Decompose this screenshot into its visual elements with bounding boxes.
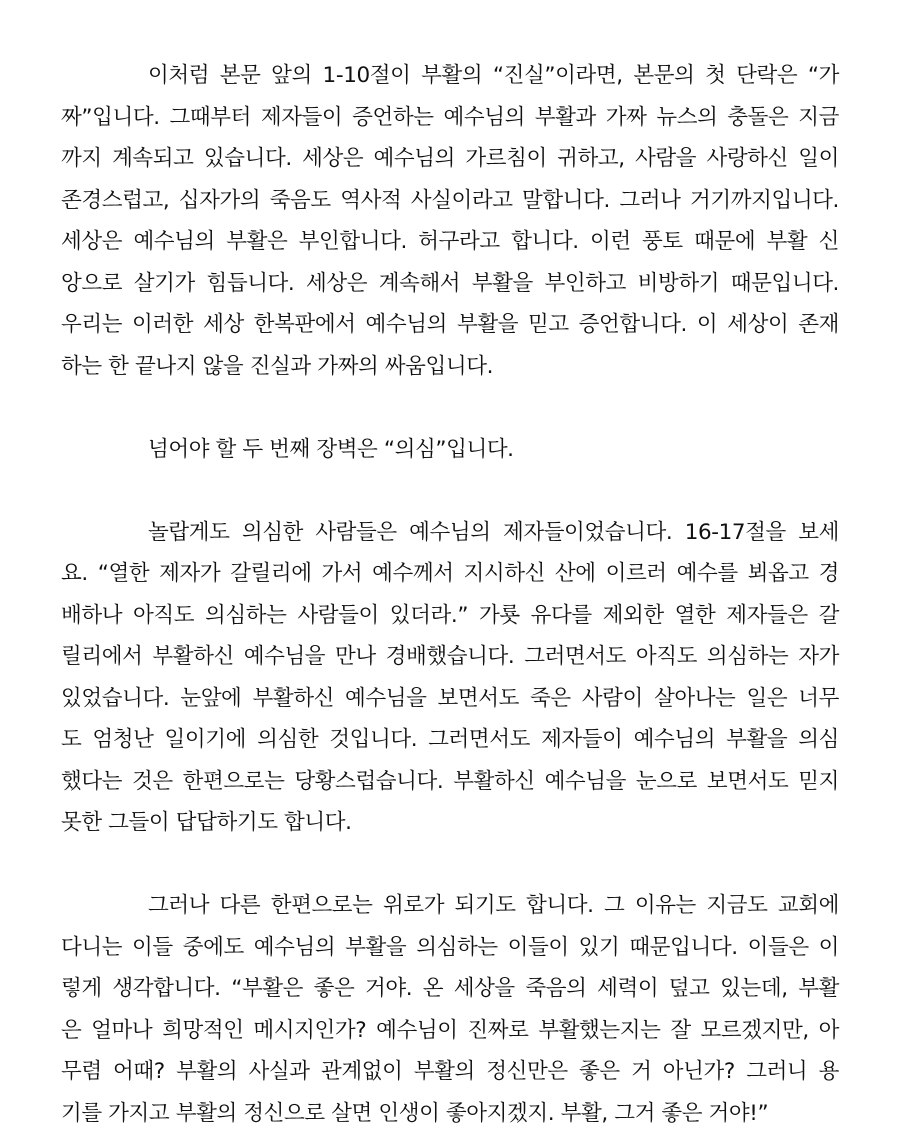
text-line: 렇게 생각합니다. “부활은 좋은 거야. 온 세상을 죽음의 세력이 덮고 있는데, 부활 (61, 968, 839, 1010)
text-line: 요. “열한 제자가 갈릴리에 가서 예수께서 지시하신 산에 이르러 예수를 뵈옵고 경 (61, 553, 839, 595)
text-line: 존경스럽고, 십자가의 죽음도 역사적 사실이라고 말합니다. 그러나 거기까지입니다. (61, 180, 839, 222)
text-line: 했다는 것은 한편으로는 당황스럽습니다. 부활하신 예수님을 눈으로 보면서도 믿지 (61, 761, 839, 803)
text-line: 다니는 이들 중에도 예수님의 부활을 의심하는 이들이 있기 때문입니다. 이들은 이 (61, 927, 839, 969)
text-line: 넘어야 할 두 번째 장벽은 “의심”입니다. (61, 429, 839, 471)
paragraph-gap (61, 470, 839, 512)
paragraph-1 (61, 55, 839, 387)
paragraph-4 (61, 885, 839, 1134)
paragraph-2 (61, 429, 839, 471)
text-line: 있었습니다. 눈앞에 부활하신 예수님을 보면서도 죽은 사람이 살아나는 일은 너무 (61, 678, 839, 720)
text-line: 이처럼 본문 앞의 1-10절이 부활의 “진실”이라면, 본문의 첫 단락은 “가 (61, 55, 839, 97)
text-line: 은 얼마나 희망적인 메시지인가? 예수님이 진짜로 부활했는지는 잘 모르겠지만, 아 (61, 1010, 839, 1052)
document-page (61, 55, 839, 1134)
paragraph-gap (61, 387, 839, 429)
text-line: 짜”입니다. 그때부터 제자들이 증언하는 예수님의 부활과 가짜 뉴스의 충돌은 지금 (61, 97, 839, 139)
text-line: 기를 가지고 부활의 정신으로 살면 인생이 좋아지겠지. 부활, 그거 좋은 거야!” (61, 1093, 839, 1134)
text-line: 배하나 아직도 의심하는 사람들이 있더라.” 가룟 유다를 제외한 열한 제자들은 갈 (61, 595, 839, 637)
text-line: 못한 그들이 답답하기도 합니다. (61, 802, 839, 844)
text-line: 하는 한 끝나지 않을 진실과 가짜의 싸움입니다. (61, 346, 839, 388)
text-line: 무렴 어때? 부활의 사실과 관계없이 부활의 정신만은 좋은 거 아닌가? 그러니 용 (61, 1051, 839, 1093)
text-line: 까지 계속되고 있습니다. 세상은 예수님의 가르침이 귀하고, 사람을 사랑하신 일이 (61, 138, 839, 180)
paragraph-3 (61, 512, 839, 844)
text-line: 놀랍게도 의심한 사람들은 예수님의 제자들이었습니다. 16-17절을 보세 (61, 512, 839, 554)
text-line: 도 엄청난 일이기에 의심한 것입니다. 그러면서도 제자들이 예수님의 부활을 의심 (61, 719, 839, 761)
text-line: 우리는 이러한 세상 한복판에서 예수님의 부활을 믿고 증언합니다. 이 세상이 존재 (61, 304, 839, 346)
paragraph-gap (61, 844, 839, 886)
text-line: 그러나 다른 한편으로는 위로가 되기도 합니다. 그 이유는 지금도 교회에 (61, 885, 839, 927)
text-line: 앙으로 살기가 힘듭니다. 세상은 계속해서 부활을 부인하고 비방하기 때문입니다. (61, 263, 839, 305)
text-line: 릴리에서 부활하신 예수님을 만나 경배했습니다. 그러면서도 아직도 의심하는 자가 (61, 636, 839, 678)
text-line: 세상은 예수님의 부활은 부인합니다. 허구라고 합니다. 이런 풍토 때문에 부활 신 (61, 221, 839, 263)
